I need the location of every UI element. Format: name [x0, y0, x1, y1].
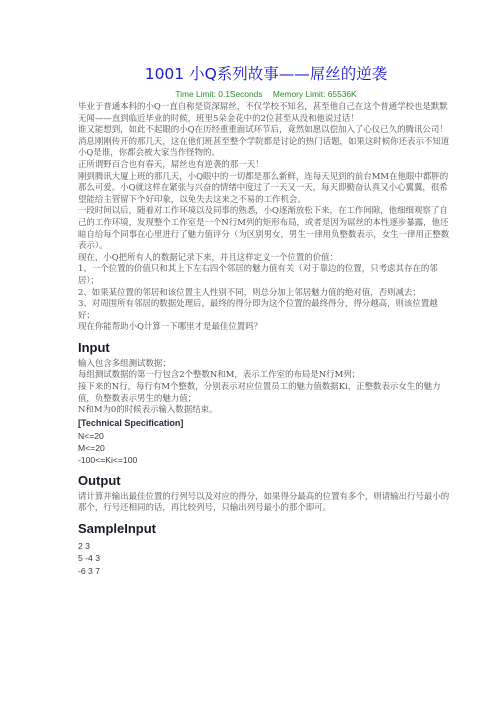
time-limit: Time Limit: 0.1Seconds: [175, 89, 263, 99]
description-paragraph: 现在你能帮助小Q计算一下哪里才是最佳位置吗？: [78, 321, 263, 332]
description-paragraph: 正所谓野百合也有春天，屌丝也有逆袭的那一天！: [78, 158, 264, 169]
spec-line: N<=20: [78, 430, 104, 441]
rule-item: 1、一个位置的价值只和其上下左右四个邻居的魅力值有关（对于靠边的位置，只考虑其存在的邻居）；: [78, 263, 438, 285]
spec-line: -100<=Ki<=100: [78, 454, 138, 465]
rule-item: 3、对周围所有邻居的数据处理后，最终的得分即为这个位置的最终得分，得分越高，则该位置越好；: [78, 298, 438, 320]
rule-item: 2、如果某位置的邻居和该位置主人性别不同，则总分加上邻居魅力值的绝对值，否则减去；: [78, 286, 421, 297]
sample-input-line: 5 -4 3: [78, 553, 100, 564]
input-line: 接下来的N行，每行有M个整数，分别表示对应位置员工的魅力值数据Ki，正整数表示女生的魅力值，负整数表示男生的魅力值；: [78, 381, 441, 403]
input-line: 每组测试数据的第一行包含2个整数N和M，表示工作室的布局是N行M列；: [78, 369, 361, 380]
page-title: 1001 小Q系列故事——屌丝的逆袭: [144, 65, 388, 83]
input-line: 输入包含多组测试数据；: [78, 357, 171, 368]
output-heading: Output: [78, 472, 121, 488]
spec-line: M<=20: [78, 442, 105, 453]
spec-section: [78, 430, 454, 466]
description-paragraph: 一段时间以后，随着对工作环境以及同事的熟悉，小Q逐渐放松下来，在工作间隙，他细细观察了自己的工作环境，发现整个工作室是一个N行M列的矩形布局，或者是因为屌丝的本性逐步暴露，他还暗自给每个同事在心里进行了魅力值评分（为区别男女，男生一律用负整数表示，女生一律用正整数表示）。: [78, 205, 450, 251]
sample-input-line: 2 3: [78, 541, 90, 552]
sample-input-block: [78, 540, 454, 577]
description-paragraph: 刚到腾讯大厦上班的那几天，小Q眼中的一切都是那么新鲜，连每天见到的前台MM在他眼中都胖的那么可爱。小Q就这样在紧张与兴奋的情绪中度过了一天又一天，每天即勤奋认真又小心翼翼，很希望能给主管留下个好印象，以免失去这来之不易的工作机会。: [78, 170, 449, 204]
description-paragraph: 毕业于普通本科的小Q一直自称是资深屌丝，不仅学校不知名，甚至他自己在这个普通学校也是默默无闻——直到临近毕业的时候，班里5朵金花中的2位甚至从没和他说过话！: [78, 101, 448, 123]
input-line: N和M为0的时候表示输入数据结束。: [78, 404, 218, 415]
output-text: 请计算并输出最佳位置的行列号以及对应的得分，如果得分最高的位置有多个，则请输出行号最小的那个，行号还相同的话，再比较列号，只输出列号最小的那个即可。: [78, 490, 450, 513]
description-section: [78, 101, 454, 333]
description-paragraph: 现在，小Q把所有人的数据记录下来，并且这样定义一个位置的价值：: [78, 251, 339, 262]
limits-line: [78, 89, 454, 100]
sample-input-heading: SampleInput: [78, 521, 157, 537]
spec-heading: [Technical Specification]: [78, 417, 184, 428]
description-paragraph: 谁又能想到，如此不起眼的小Q在历经重重面试环节后，竟然如愿以偿加入了心仪已久的腾讯公司！消息刚刚传开的那几天，这在他们班甚至整个学院都是讨论的热门话题，如果这时候你还表示不知道小Q是谁，你都会被大家当作怪物的。: [78, 124, 450, 158]
memory-limit: Memory Limit: 65536K: [272, 89, 357, 99]
sample-input-line: -6 3 7: [78, 565, 100, 576]
input-section: [78, 358, 454, 416]
input-heading: Input: [78, 339, 110, 355]
